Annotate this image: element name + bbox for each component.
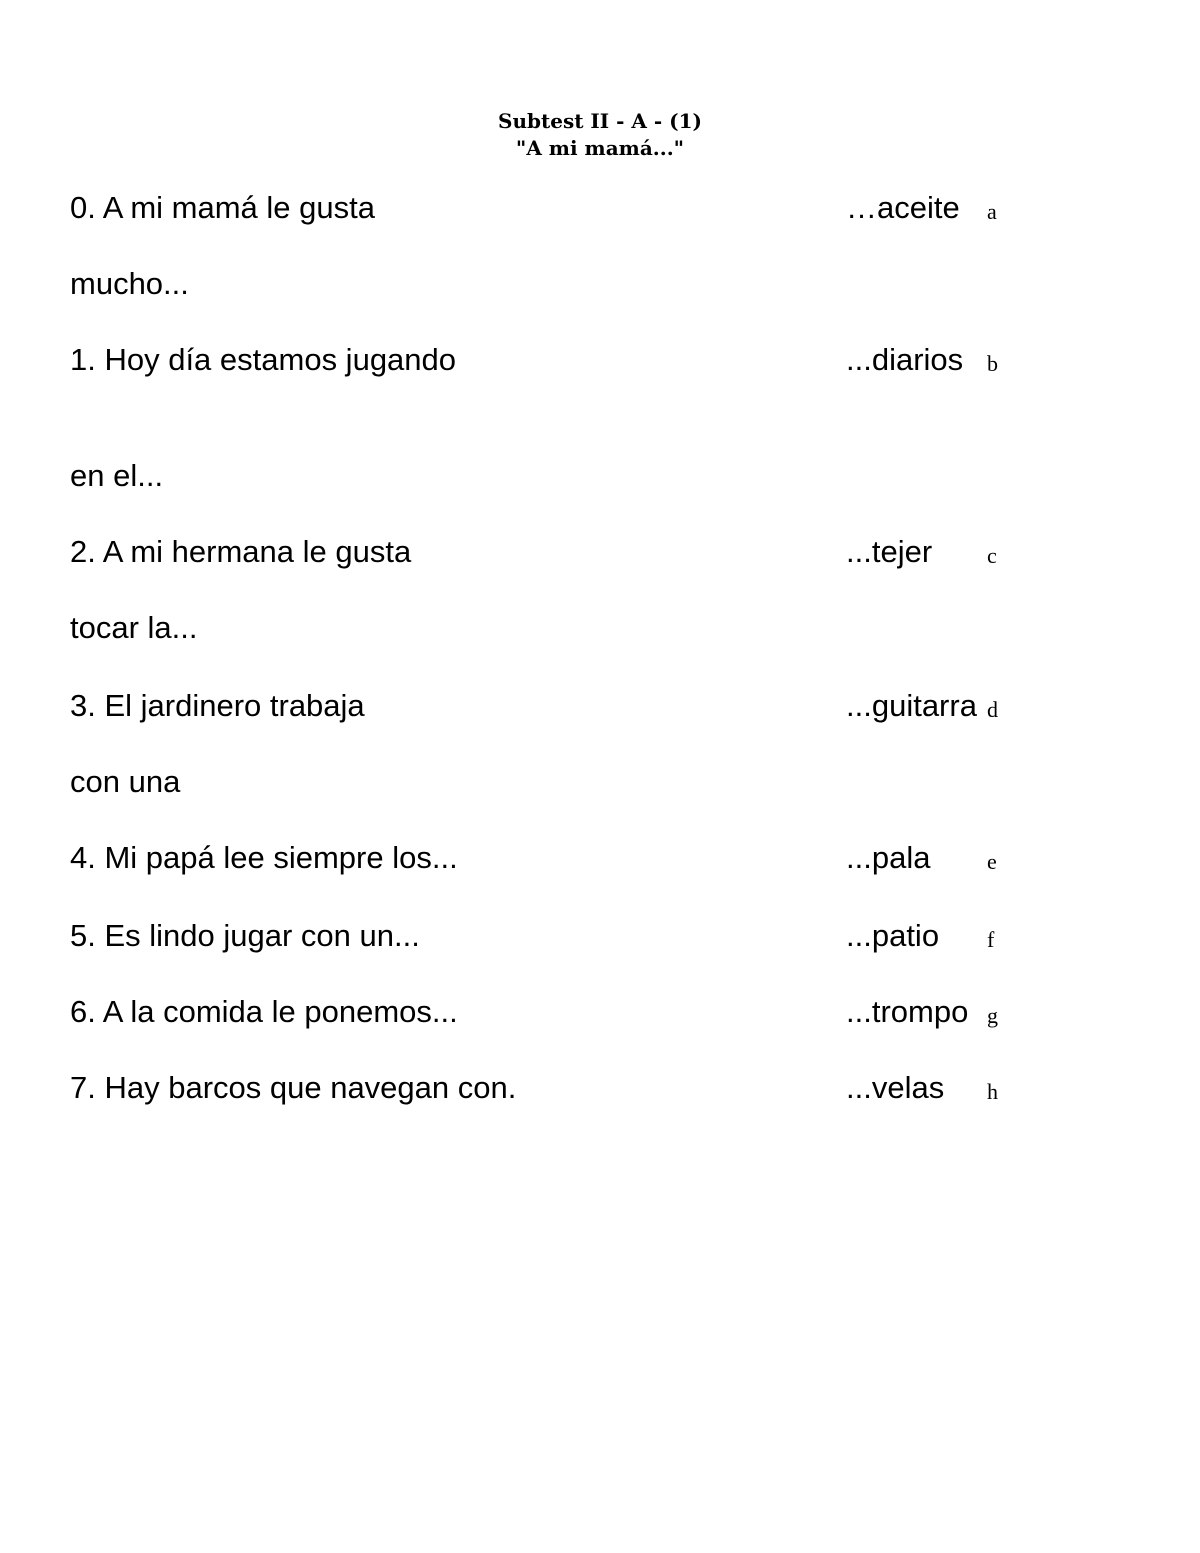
page-header bbox=[0, 108, 1200, 162]
answer-word: ...diarios bbox=[846, 342, 964, 377]
sentence-line: 2. A mi hermana le gusta bbox=[70, 534, 412, 569]
answer-letter: b bbox=[987, 351, 998, 376]
answer-word: ...guitarra bbox=[846, 688, 977, 723]
answer-word: ...tejer bbox=[846, 534, 933, 569]
answer-letter: d bbox=[987, 697, 998, 722]
sentence-line: 6. A la comida le ponemos... bbox=[70, 994, 458, 1029]
sentence-line: 0. A mi mamá le gusta bbox=[70, 190, 375, 225]
sentence-line: 5. Es lindo jugar con un... bbox=[70, 918, 420, 953]
answer-word: ...velas bbox=[846, 1070, 945, 1105]
sentence-line: con una bbox=[70, 764, 181, 799]
answer-letter: a bbox=[987, 199, 997, 224]
answer-letter: g bbox=[987, 1003, 998, 1028]
page-title: Subtest II - A - (1) bbox=[498, 109, 702, 133]
sentence-line: 7. Hay barcos que navegan con. bbox=[70, 1070, 517, 1105]
answer-word: ...patio bbox=[846, 918, 940, 953]
sentence-line: 3. El jardinero trabaja bbox=[70, 688, 365, 723]
answer-letter: f bbox=[987, 927, 995, 952]
sentence-line: en el... bbox=[70, 458, 164, 493]
page-subtitle: "A mi mamá..." bbox=[515, 136, 685, 160]
answer-word: ...trompo bbox=[846, 994, 969, 1029]
answer-letter: e bbox=[987, 849, 997, 874]
answer-word: …aceite bbox=[846, 190, 960, 225]
sentence-line: tocar la... bbox=[70, 610, 198, 645]
answer-word: ...pala bbox=[846, 840, 931, 875]
sentence-line: mucho... bbox=[70, 266, 189, 301]
answer-letter: c bbox=[987, 543, 997, 568]
sentence-line: 1. Hoy día estamos jugando bbox=[70, 342, 457, 377]
answer-letter: h bbox=[987, 1079, 998, 1104]
sentence-line: 4. Mi papá lee siempre los... bbox=[70, 840, 458, 875]
